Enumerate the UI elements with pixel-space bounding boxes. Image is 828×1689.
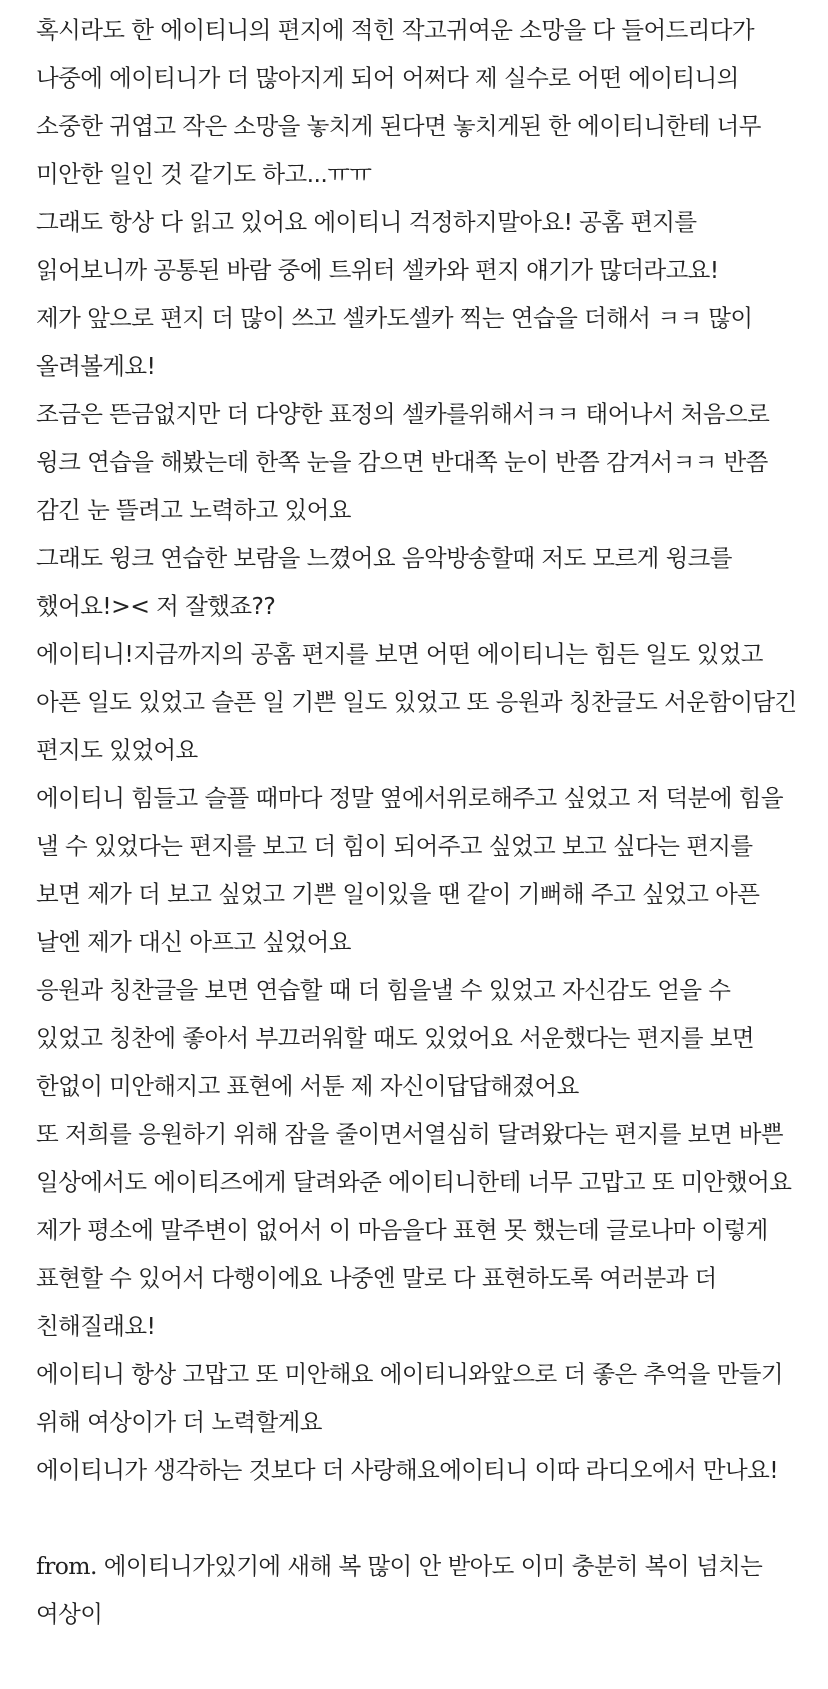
letter-paragraph-3: 제가 앞으로 편지 더 많이 쓰고 셀카도셀카 찍는 연습을 더해서 ㅋㅋ 많이 올려볼게요! [36,304,753,380]
signature-prefix: from. [36,1552,97,1580]
letter-paragraph-2: 그래도 항상 다 읽고 있어요 에이티니 걱정하지말아요! 공홈 편지를 읽어보니까 공통된 바람 중에 트위터 셀카와 편지 얘기가 많더라고요! [36,208,719,284]
letter-paragraph-11: 에이티니 항상 고맙고 또 미안해요 에이티니와앞으로 더 좋은 추억을 만들기 위해 여상이가 더 노력할게요 [36,1360,783,1436]
letter-signature [36,1542,798,1638]
letter-paragraph-8: 응원과 칭찬글을 보면 연습할 때 더 힘을낼 수 있었고 자신감도 얻을 수 있었고 칭찬에 좋아서 부끄러워할 때도 있었어요 서운했다는 편지를 보면 한없이 미안해지고 표현에 서툰 제 자신이답답해졌어요 [36,976,754,1100]
letter-paragraph-4: 조금은 뜬금없지만 더 다양한 표정의 셀카를위해서ㅋㅋ 태어나서 처음으로 윙크 연습을 해봤는데 한쪽 눈을 감으면 반대쪽 눈이 반쯤 감겨서ㅋㅋ 반쯤 감긴 눈 뜰려고 노력하고 있어요 [36,400,770,524]
letter-paragraph-6: 에이티니!지금까지의 공홈 편지를 보면 어떤 에이티니는 힘든 일도 있었고 아픈 일도 있었고 슬픈 일 기쁜 일도 있었고 또 응원과 칭찬글도 서운함이담긴 편지도 있었어요 [36,640,797,764]
letter-paragraph-1: 혹시라도 한 에이티니의 편지에 적힌 작고귀여운 소망을 다 들어드리다가 나중에 에이티니가 더 많아지게 되어 어쩌다 제 실수로 어떤 에이티니의 소중한 귀엽고 작은 소망을 놓치게 된다면 놓치게된 한 에이티니한테 너무 미안한 일인 것 같기도 하고...ㅠㅠ [36,16,761,188]
letter-paragraph-7: 에이티니 힘들고 슬플 때마다 정말 옆에서위로해주고 싶었고 저 덕분에 힘을 낼 수 있었다는 편지를 보고 더 힘이 되어주고 싶었고 보고 싶다는 편지를 보면 제가 더 보고 싶었고 기쁜 일이있을 땐 같이 기뻐해 주고 싶었고 아픈 날엔 제가 대신 아프고 싶었어요 [36,784,783,956]
letter-paragraph-5: 그래도 윙크 연습한 보람을 느꼈어요 음악방송할때 저도 모르게 윙크를 했어요!>< 저 잘했죠?? [36,544,732,620]
letter-paragraph-12: 에이티니가 생각하는 것보다 더 사랑해요에이티니 이따 라디오에서 만나요! [36,1456,779,1484]
letter-paragraph-9: 또 저희를 응원하기 위해 잠을 줄이면서열심히 달려왔다는 편지를 보면 바쁜 일상에서도 에이티즈에게 달려와준 에이티니한테 너무 고맙고 또 미안했어요 [36,1120,792,1196]
letter-paragraph-10: 제가 평소에 말주변이 없어서 이 마음을다 표현 못 했는데 글로나마 이렇게 표현할 수 있어서 다행이에요 나중엔 말로 다 표현하도록 여러분과 더 친해질래요! [36,1216,768,1340]
signature-text: 에이티니가있기에 새해 복 많이 안 받아도 이미 충분히 복이 넘치는 여상이 [36,1552,763,1628]
blank-line [36,1494,798,1542]
